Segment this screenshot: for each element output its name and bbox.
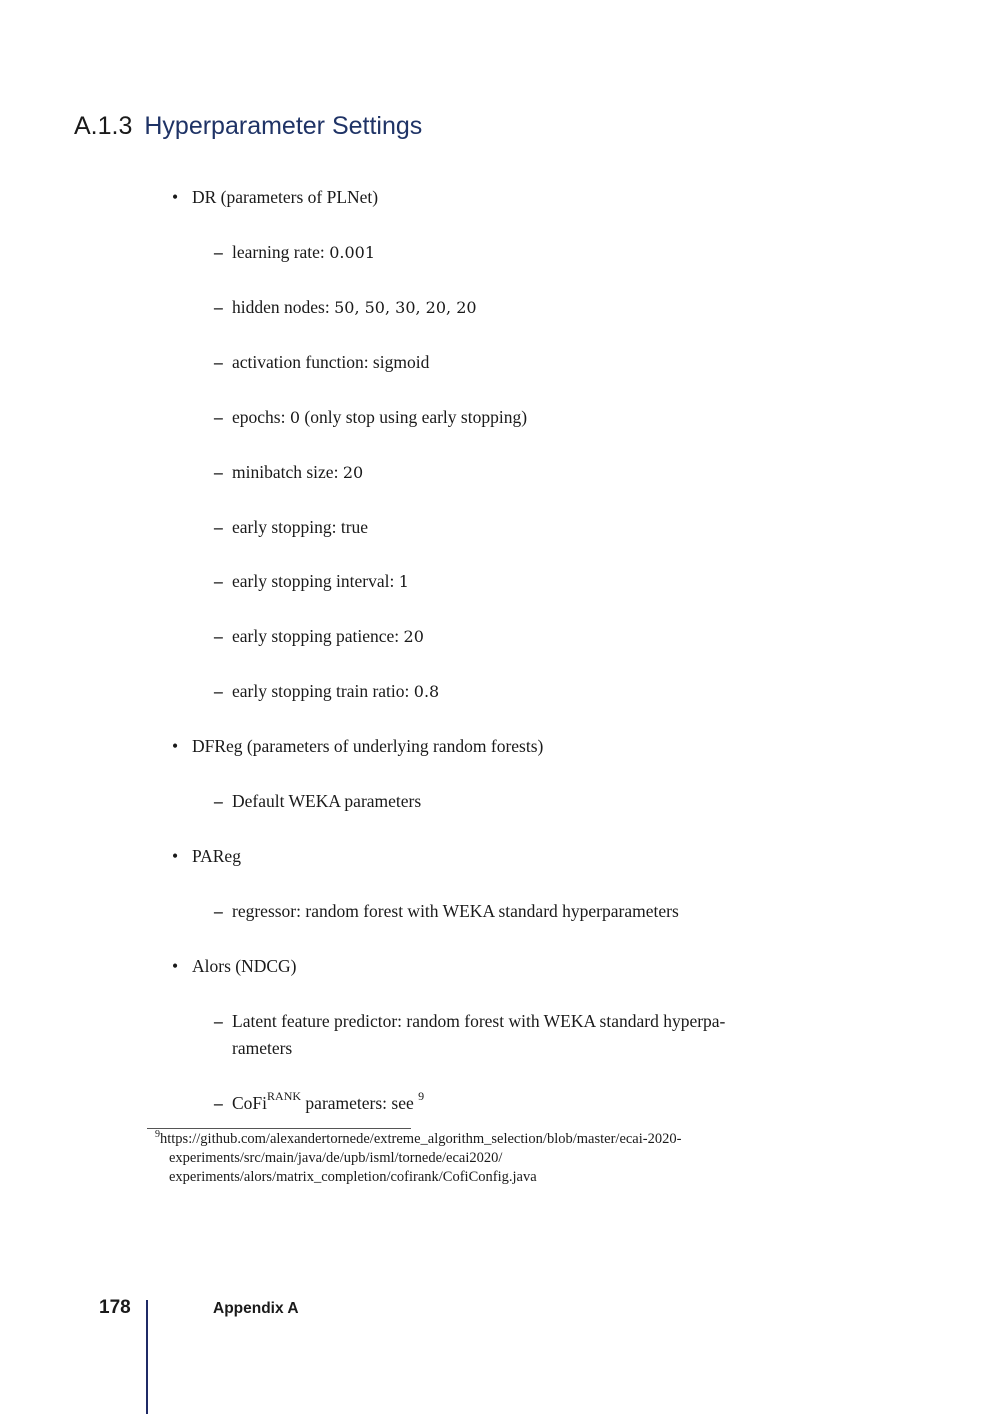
list-subitem-minibatch: – minibatch size: 20 (232, 459, 363, 486)
footnote-reference[interactable]: 9 (418, 1089, 425, 1104)
footnote (155, 1130, 835, 1187)
dash-icon: – (214, 1093, 223, 1113)
footnote-divider (147, 1128, 411, 1129)
dash-icon: – (214, 626, 223, 646)
dash-icon: – (214, 407, 223, 427)
bullet-icon: • (172, 956, 179, 976)
list-subitem-es-train-ratio: – early stopping train ratio: 0.8 (232, 678, 439, 705)
footer-divider (146, 1300, 148, 1414)
list-item-dr: • DR (parameters of PLNet) (192, 184, 378, 211)
dash-icon: – (214, 517, 223, 537)
dash-icon: – (214, 297, 223, 317)
list-subitem-pareg-regressor: – regressor: random forest with WEKA standard hyperparameters (232, 898, 679, 925)
dash-icon: – (214, 681, 223, 701)
bullet-icon: • (172, 187, 179, 207)
dash-icon: – (214, 1011, 223, 1031)
footnote-mark: 9 (155, 1129, 160, 1141)
list-subitem-dfreg-default: – Default WEKA parameters (232, 788, 421, 815)
cofi-rank-superscript: RANK (267, 1089, 302, 1104)
list-subitem-hidden-nodes: – hidden nodes: 50, 50, 30, 20, 20 (232, 294, 477, 321)
dash-icon: – (214, 571, 223, 591)
list-subitem-activation: – activation function: sigmoid (232, 349, 429, 376)
list-subitem-epochs: – epochs: 0 (only stop using early stopping) (232, 404, 527, 431)
dash-icon: – (214, 352, 223, 372)
footnote-line (155, 1130, 835, 1149)
footnote-url-part3[interactable]: experiments/alors/matrix_completion/cofirank/CofiConfig.java (169, 1169, 537, 1185)
dash-icon: – (214, 462, 223, 482)
footnote-url-part2[interactable]: experiments/src/main/java/de/upb/isml/tornede/ecai2020/ (169, 1150, 503, 1166)
section-number: A.1.3 (74, 112, 133, 140)
list-item-alors: • Alors (NDCG) (192, 953, 297, 980)
bullet-icon: • (172, 736, 179, 756)
section-heading (74, 112, 422, 141)
page-number: 178 (99, 1297, 131, 1318)
list-subitem-early-stopping: – early stopping: true (232, 514, 368, 541)
section-title: Hyperparameter Settings (144, 112, 423, 140)
list-subitem-es-interval: – early stopping interval: 1 (232, 568, 409, 595)
running-head: Appendix A (213, 1300, 299, 1317)
list-subitem-es-patience: – early stopping patience: 20 (232, 623, 424, 650)
list-subitem-alors-latent: – Latent feature predictor: random forest with WEKA standard hyperpa- rameters (232, 1008, 725, 1062)
list-subitem-learning-rate: – learning rate: 0.001 (232, 239, 375, 266)
dash-icon: – (214, 901, 223, 921)
footnote-url-part1[interactable]: https://github.com/alexandertornede/extreme_algorithm_selection/blob/master/ecai-2020- (160, 1131, 682, 1147)
dash-icon: – (214, 791, 223, 811)
list-item-dfreg: • DFReg (parameters of underlying random forests) (192, 733, 543, 760)
list-subitem-alors-cofi: – CoFi$^{RANK}$ parameters: see $^9$ (232, 1090, 424, 1117)
dash-icon: – (214, 242, 223, 262)
list-item-pareg: • PAReg (192, 843, 241, 870)
bullet-icon: • (172, 846, 179, 866)
